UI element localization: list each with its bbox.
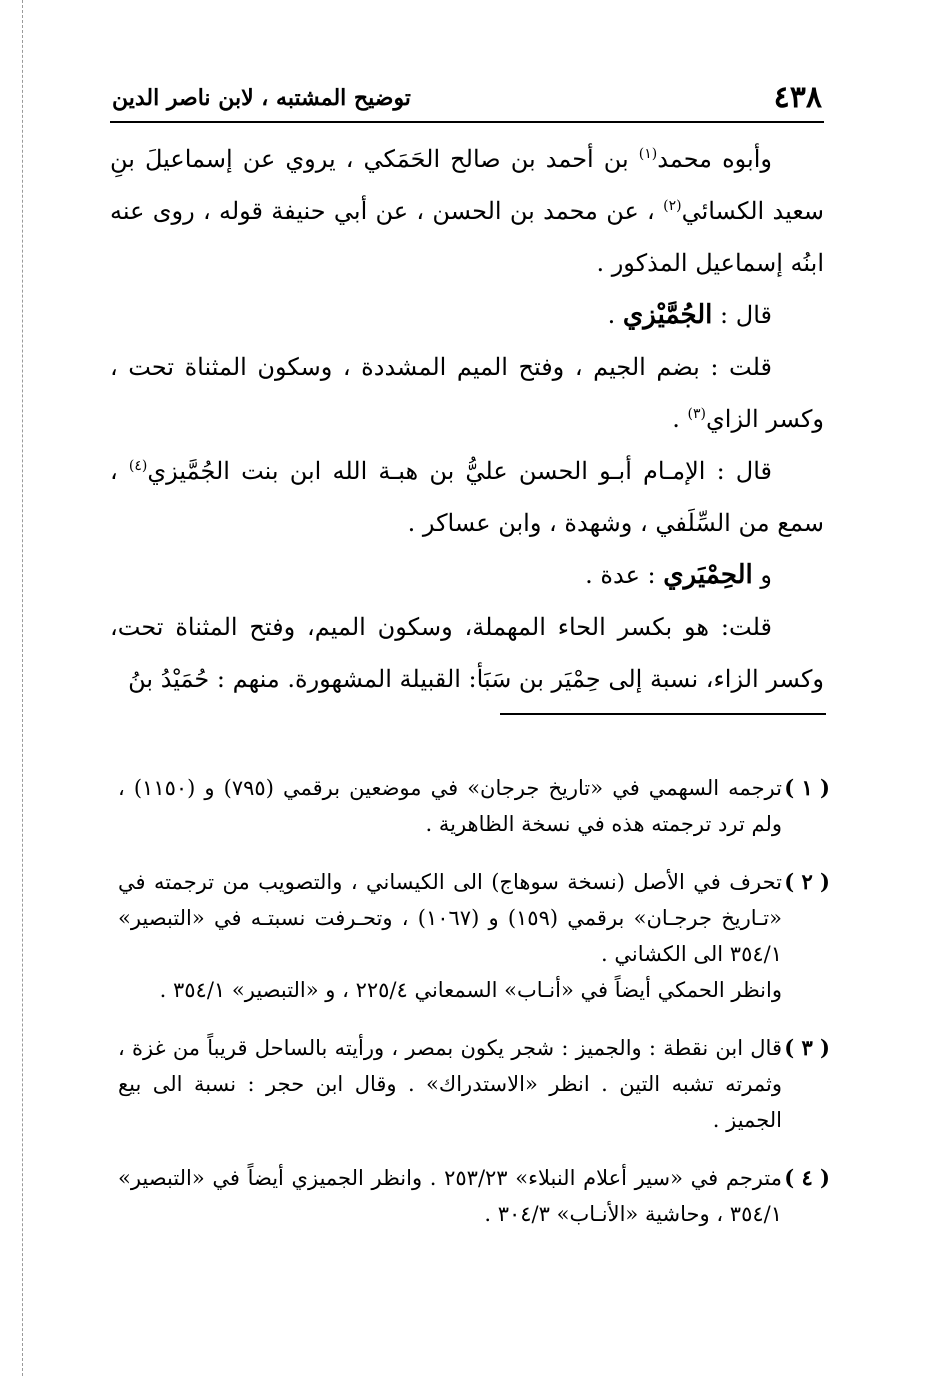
footnotes — [118, 770, 830, 1254]
page-number: ٤٣٨ — [773, 80, 822, 115]
footnote-number: ( ٣ ) — [784, 1035, 830, 1060]
text-run: وأبوه محمد — [657, 145, 772, 173]
text-run: قال : الإمـام أبـو الحسن عليُّ بن هبـة الله ابن بنت الجُمَّيزي — [147, 457, 773, 485]
header-rule — [110, 121, 824, 123]
footnote-number: ( ٢ ) — [784, 869, 830, 894]
footnote-ref-1: (١) — [638, 146, 658, 162]
footnote-ref-2: (٢) — [663, 198, 682, 214]
entry-term: الجُمَّيْزي — [622, 300, 713, 330]
page-header — [112, 80, 822, 120]
footnote-text: ترجمه السهمي في «تاريخ جرجان» في موضعين برقمي (٧٩٥) و (١١٥٠) ، ولم ترد ترجمته هذه في نسخة الظاهرية . — [118, 776, 782, 836]
footnote-3 — [118, 1030, 830, 1138]
footnote-2 — [118, 864, 830, 1008]
footnote-ref-3: (٣) — [687, 406, 707, 422]
footnote-text: وانظر الحمكي أيضاً في «أنـاب» السمعاني ٢٢٥/٤ ، و «التبصير» ٣٥٤/١ . — [159, 978, 782, 1002]
footnote-text: قال ابن نقطة : والجميز : شجر يكون بمصر ، ورأيته بالساحل قريباً من غزة ، وثمرته تشبه التين . انظر «الاستدراك» . وقال ابن حجر : نسبة الى بيع الجميز . — [118, 1036, 782, 1132]
text-run: قال : — [712, 301, 772, 329]
footnote-separator — [500, 713, 826, 715]
paragraph-3 — [110, 341, 824, 445]
text-run: بن أحمد بن صالح الحَمَكي ، يروي عن إسماعيلَ بنِ سعيد الكسائي — [110, 145, 825, 225]
text-run: ، عن محمد بن الحسن ، عن أبي حنيفة قوله ، روى عنه ابنُه إسماعيل المذكور . — [110, 197, 824, 277]
text-run: و — [752, 561, 772, 589]
footnote-1 — [118, 770, 830, 842]
main-text — [110, 133, 824, 705]
text-run: . — [672, 405, 688, 433]
footnote-text: تحرف في الأصل (نسخة سوهاج) الى الكيساني ، والتصويب من ترجمته في «تـاريخ جرجـان» برقمي (١٥٩) و (١٠٦٧) ، وتحـرفت نسبتـه في «التبصير» ٣٥٤/١ الى الكشاني . — [118, 870, 782, 966]
text-run: . — [607, 301, 623, 329]
scan-edge-line — [22, 0, 23, 1376]
running-title: توضيح المشتبه ، لابن ناصر الدين — [112, 85, 411, 111]
footnote-text: مترجم في «سير أعلام النبلاء» ٢٥٣/٢٣ . وانظر الجميزي أيضاً في «التبصير» ٣٥٤/١ ، وحاشية «الأنـاب» ٣٠٤/٣ . — [118, 1166, 782, 1226]
paragraph-2 — [110, 289, 824, 341]
footnote-number: ( ١ ) — [784, 775, 830, 800]
entry-term: الحِمْيَري — [663, 560, 753, 590]
footnote-number: ( ٤ ) — [784, 1165, 830, 1190]
footnote-ref-4: (٤) — [128, 458, 148, 474]
paragraph-5 — [110, 549, 824, 601]
paragraph-6: قلت: هو بكسر الحاء المهملة، وسكون الميم، وفتح المثناة تحت، وكسر الزاء، نسبة إلى حِمْيَر بن سَبَأ: القبيلة المشهورة. منهم : حُمَيْدُ بنُ — [110, 613, 824, 693]
paragraph-1 — [110, 133, 824, 289]
footnote-4 — [118, 1160, 830, 1232]
text-run: قلت : بضم الجيم ، وفتح الميم المشددة ، وسكون المثناة تحت ، وكسر الزاي — [110, 353, 824, 433]
paragraph-4 — [110, 445, 824, 549]
text-run: : عدة . — [585, 561, 664, 589]
text-run: ، سمع من السِّلَفي ، وشهدة ، وابن عساكر . — [110, 457, 824, 537]
